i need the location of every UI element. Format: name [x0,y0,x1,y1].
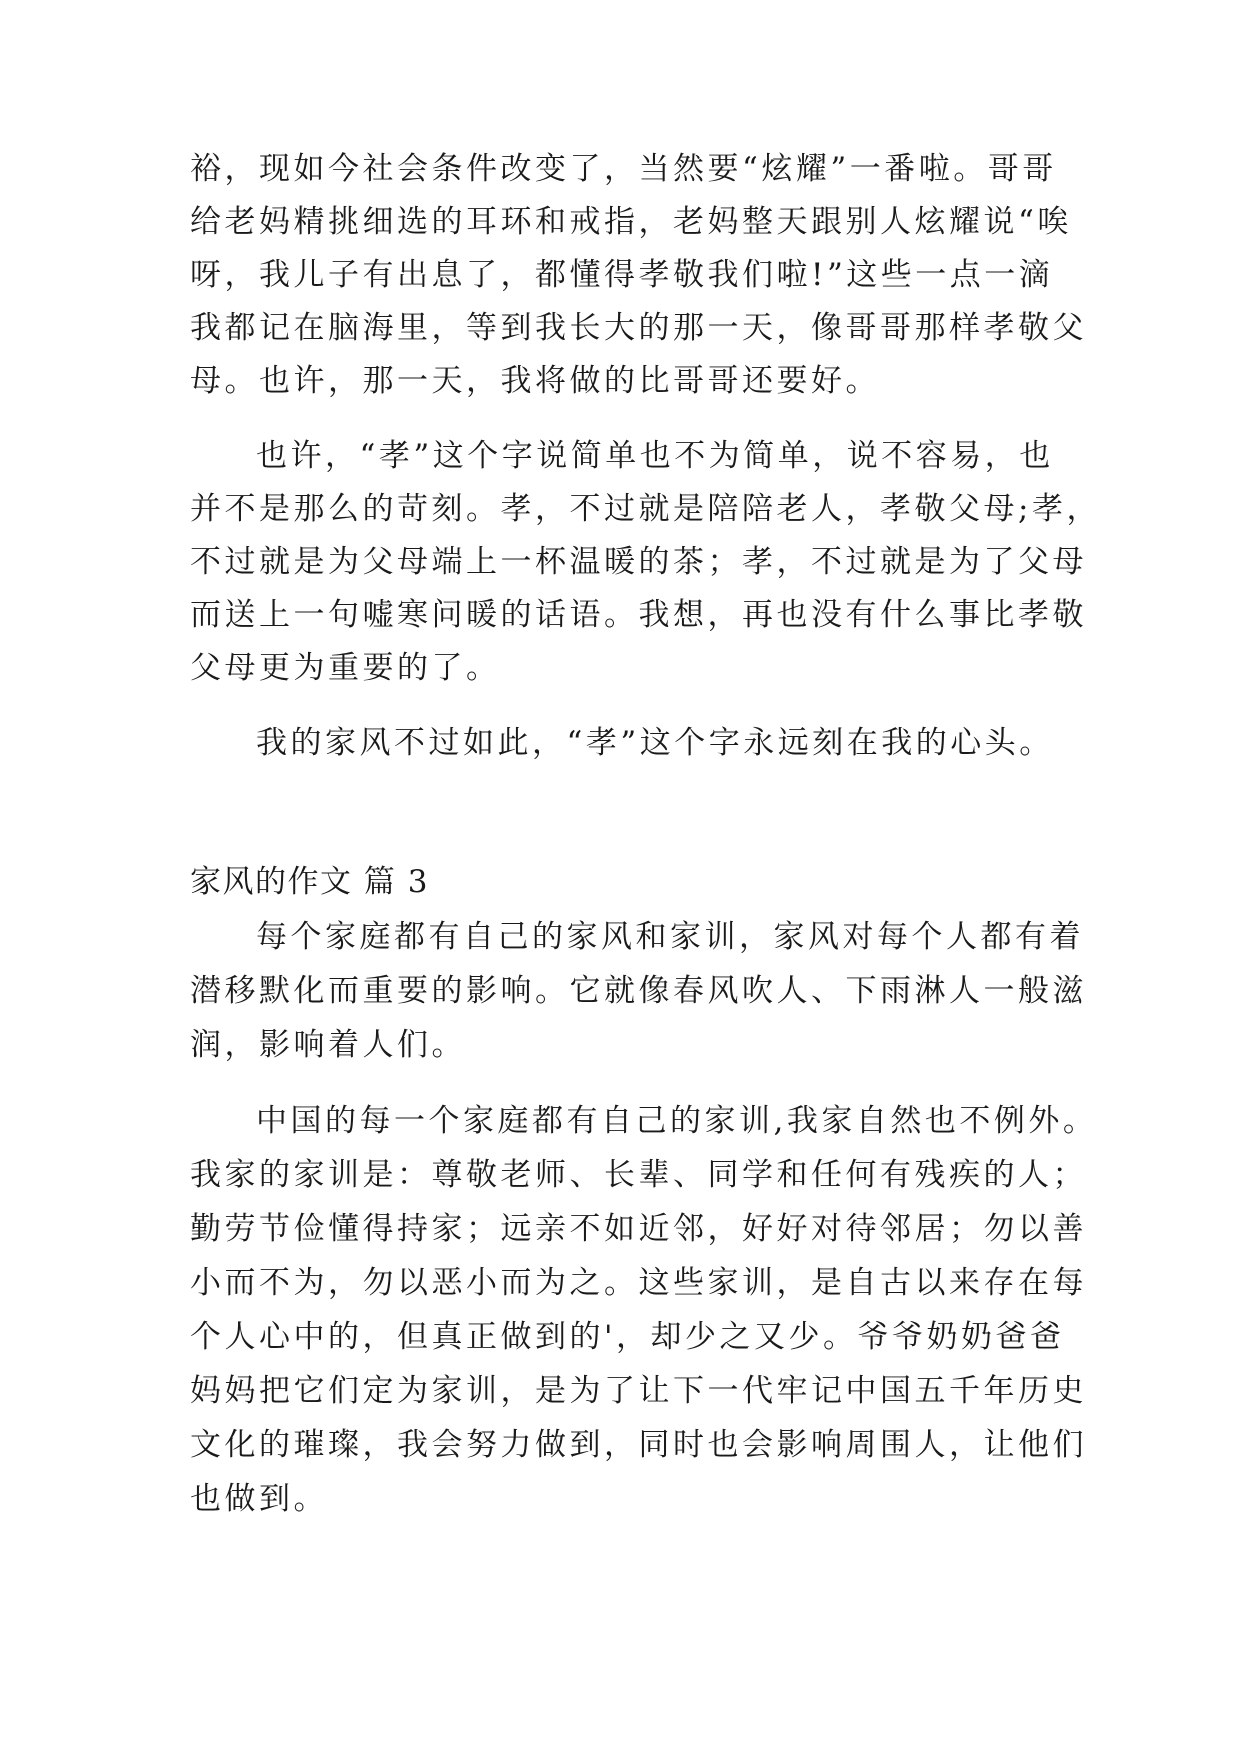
text-line: 也做到。 [190,1481,328,1517]
text-line: 中国的每一个家庭都有自己的家训,我家自然也不例外。 [256,1103,1098,1139]
text-line: 裕，现如今社会条件改变了，当然要“炫耀”一番啦。哥哥 [190,151,1057,187]
text-line: 润，影响着人们。 [190,1027,466,1063]
text-line: 给老妈精挑细选的耳环和戒指，老妈整天跟别人炫耀说“唉 [190,204,1072,240]
text-line: 不过就是为父母端上一杯温暖的茶；孝，不过就是为了父母 [190,544,1087,580]
text-line: 呀，我儿子有出息了，都懂得孝敬我们啦!”这些一点一滴 [190,257,1054,293]
text-line: 勤劳节俭懂得持家；远亲不如近邻，好好对待邻居；勿以善 [190,1211,1087,1247]
text-line: 并不是那么的苛刻。孝，不过就是陪陪老人，孝敬父母;孝， [190,491,1101,527]
text-line: 妈妈把它们定为家训，是为了让下一代牢记中国五千年历史 [190,1373,1087,1409]
text-line: 父母更为重要的了。 [190,650,501,686]
text-line: 母。也许，那一天，我将做的比哥哥还要好。 [190,363,880,399]
text-line: 个人心中的，但真正做到的'，却少之又少。爷爷奶奶爸爸 [190,1319,1065,1355]
section-title: 家风的作文 篇 3 [190,864,429,900]
text-line: 小而不为，勿以恶小而为之。这些家训，是自古以来存在每 [190,1265,1087,1301]
text-line: 每个家庭都有自己的家风和家训，家风对每个人都有着 [256,919,1084,955]
text-line: 我都记在脑海里，等到我长大的那一天，像哥哥那样孝敬父 [190,310,1087,346]
text-line: 文化的璀璨，我会努力做到，同时也会影响周围人，让他们 [190,1427,1087,1463]
text-line: 而送上一句嘘寒问暖的话语。我想，再也没有什么事比孝敬 [190,597,1087,633]
text-line: 我家的家训是：尊敬老师、长辈、同学和任何有残疾的人； [190,1157,1087,1193]
text-line: 潜移默化而重要的影响。它就像春风吹人、下雨淋人一般滋 [190,973,1087,1009]
text-line: 也许，“孝”这个字说简单也不为简单，说不容易，也 [256,438,1054,474]
text-line: 我的家风不过如此，“孝”这个字永远刻在我的心头。 [256,725,1054,761]
